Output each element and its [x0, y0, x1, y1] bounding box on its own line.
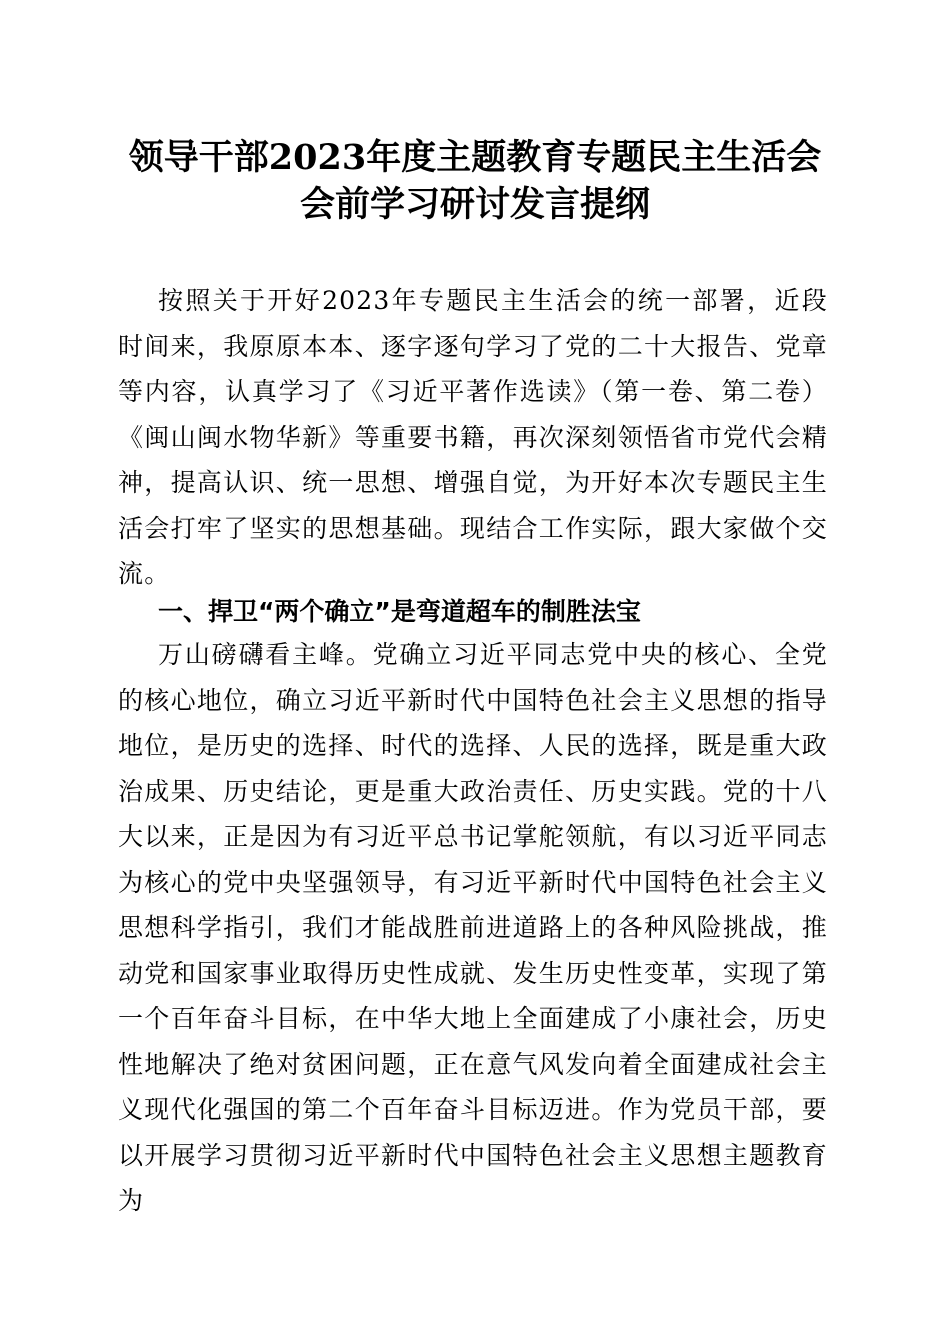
section-1-heading: 一、捍卫“两个确立”是弯道超车的制胜法宝: [158, 597, 641, 626]
document-title-line-1: 领导干部2023年度主题教育专题民主生活会: [128, 137, 822, 178]
intro-paragraph: 按照关于开好2023年专题民主生活会的统一部署，近段时间来，我原原本本、逐字逐句学习了党的二十大报告、党章等内容，认真学习了《习近平著作选读》（第一卷、第二卷）《闽山闽水物华新》等重要书籍，再次深刻领悟省市党代会精神，提高认识、统一思想、增强自觉，为开好本次专题民主生活会打牢了坚实的思想基础。现结合工作实际，跟大家做个交流。: [118, 286, 828, 588]
section-1-paragraph: 万山磅礴看主峰。党确立习近平同志党中央的核心、全党的核心地位，确立习近平新时代中国特色社会主义思想的指导地位，是历史的选择、时代的选择、人民的选择，既是重大政治成果、历史结论，更是重大政治责任、历史实践。党的十八大以来，正是因为有习近平总书记掌舵领航，有以习近平同志为核心的党中央坚强领导，有习近平新时代中国特色社会主义思想科学指引，我们才能战胜前进道路上的各种风险挑战，推动党和国家事业取得历史性成就、发生历史性变革，实现了第一个百年奋斗目标，在中华大地上全面建成了小康社会，历史性地解决了绝对贫困问题，正在意气风发向着全面建成社会主义现代化强国的第二个百年奋斗目标迈进。作为党员干部，要以开展学习贯彻习近平新时代中国特色社会主义思想主题教育为: [118, 640, 828, 1215]
document-title-line-2: 会前学习研讨发言提纲: [299, 184, 650, 225]
